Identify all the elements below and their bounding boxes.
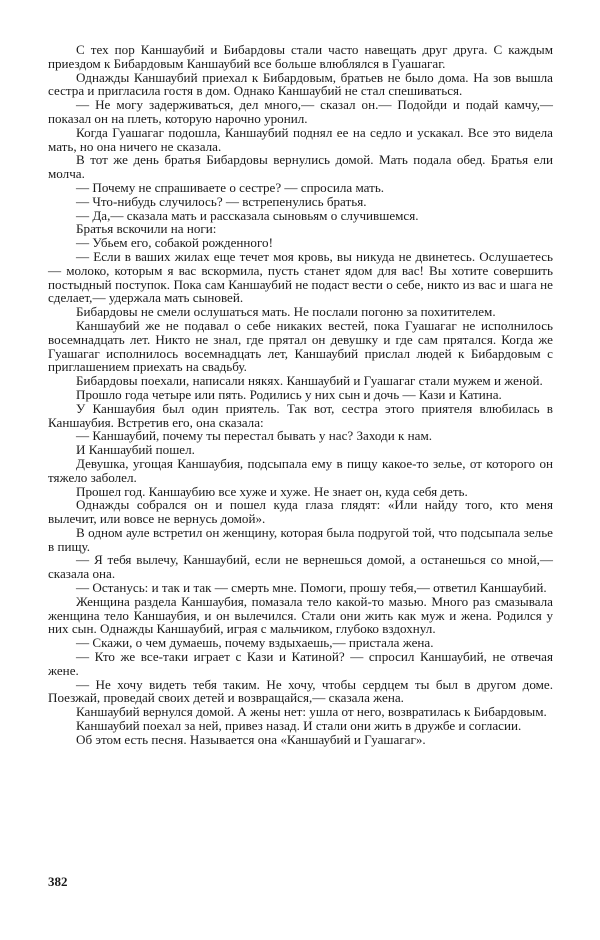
paragraph: Бибардовы не смели ослушаться мать. Не послали погоню за похитителем. [76,304,496,320]
paragraph: Бибардовы поехали, написали някях. Каншаубий и Гуашагаг стали мужем и женой. [76,373,543,389]
paragraph: Однажды Каншаубий приехал к Бибардовым, братьев не было дома. На зов вышла сестра и пригласила гостя в дом. Однако Каншаубий не стал спешиваться. [48,69,553,99]
paragraph: Женщина раздела Каншаубия, помазала тело какой-то мазью. Много раз смазывала женщина тело Каншаубия, и он вылечился. Стали они жить как муж и жена. Родился у них сын. Однажды Каншаубий, играя с мальчиком, глубоко вздохнул. [48,593,553,637]
paragraph: — Кто же все-таки играет с Кази и Катиной? — спросил Каншаубий, не отвечая жене. [48,649,553,678]
paragraph: И Каншаубий пошел. [76,442,195,458]
paragraph: Каншаубий поехал за ней, привез назад. И стали они жить в дружбе и согласии. [76,718,522,734]
paragraph: — Что-нибудь случилось? — встрепенулись братья. [76,193,367,209]
paragraph: — Да,— сказала мать и рассказала сыновьям о случившемся. [76,207,419,223]
paragraph: Когда Гуашагаг подошла, Каншаубий поднял ее на седло и ускакал. Все это видела мать, но она ничего не сказала. [48,124,553,154]
paragraph: В тот же день братья Бибардовы вернулись домой. Мать подала обед. Братья ели молча. [48,152,553,182]
page-body [48,43,553,747]
paragraph: С тех пор Каншаубий и Бибардовы стали часто навещать друг друга. С каждым приездом к Бибардовым Каншаубий все больше влюблялся в Гуашагаг. [48,42,553,71]
page-number: 382 [48,874,68,889]
paragraph: — Почему не спрашиваете о сестре? — спросила мать. [76,179,385,195]
paragraph: — Я тебя вылечу, Каншаубий, если не вернешься домой, а останешься со мной,— сказала она. [48,552,553,582]
paragraph: У Каншаубия был один приятель. Так вот, сестра этого приятеля влюбилась в Каншаубия. Встретив его, она сказала: [48,400,553,430]
paragraph: — Если в ваших жилах еще течет моя кровь, вы никуда не двинетесь. Ослушаетесь — молоко, которым я вас вскормила, пусть станет ядом для вас! Вы хотите совершить постыдный поступок. Пока сам Каншаубий не подаст вести о себе, никто из вас и шага не сделает,— удержала мать сыновей. [48,248,553,306]
paragraph: Братья вскочили на ноги: [76,221,217,237]
paragraph: — Каншаубий, почему ты перестал бывать у нас? Заходи к нам. [76,428,433,444]
paragraph: Девушка, угощая Каншаубия, подсыпала ему в пищу какое-то зелье, от которого он тяжело заболел. [48,455,553,485]
paragraph: Каншаубий вернулся домой. А жены нет: ушла от него, возвратилась к Бибардовым. [76,704,547,720]
paragraph: — Не хочу видеть тебя таким. Не хочу, чтобы сердцем ты был в другом доме. Поезжай, проведай своих детей и возвращайся,— сказала жена. [48,676,553,706]
paragraph: Об этом есть песня. Называется она «Каншаубий и Гуашагаг». [76,731,426,747]
paragraph: — Скажи, о чем думаешь, почему вздыхаешь,— пристала жена. [76,635,434,651]
paragraph: В одном ауле встретил он женщину, которая была подругой той, что подсыпала зелье в пищу. [48,524,553,554]
paragraph: Прошло года четыре или пять. Родились у них сын и дочь — Кази и Катина. [76,386,502,402]
paragraph: — Не могу задерживаться, дел много,— сказал он.— Подойди и подай камчу,— показал он на плеть, которую нарочно уронил. [48,97,553,126]
paragraph: Прошел год. Каншаубию все хуже и хуже. Не знает он, куда себя деть. [76,483,468,499]
paragraph: — Останусь: и так и так — смерть мне. Помоги, прошу тебя,— ответил Каншаубий. [76,580,547,596]
paragraph: Однажды собрался он и пошел куда глаза глядят: «Или найду того, кто меня вылечит, или вовсе не вернусь домой». [48,497,553,527]
paragraph: — Убьем его, собакой рожденного! [76,235,273,251]
paragraph: Каншаубий же не подавал о себе никаких вестей, пока Гуашагаг не исполнилось восемнадцать лет. Никто не знал, где прятал он девушку и где сам прятался. Когда же Гуашагаг исполнилось восемнадцать лет, Каншаубий прислал людей к Бибардовым с приглашением приехать на свадьбу. [48,317,553,375]
